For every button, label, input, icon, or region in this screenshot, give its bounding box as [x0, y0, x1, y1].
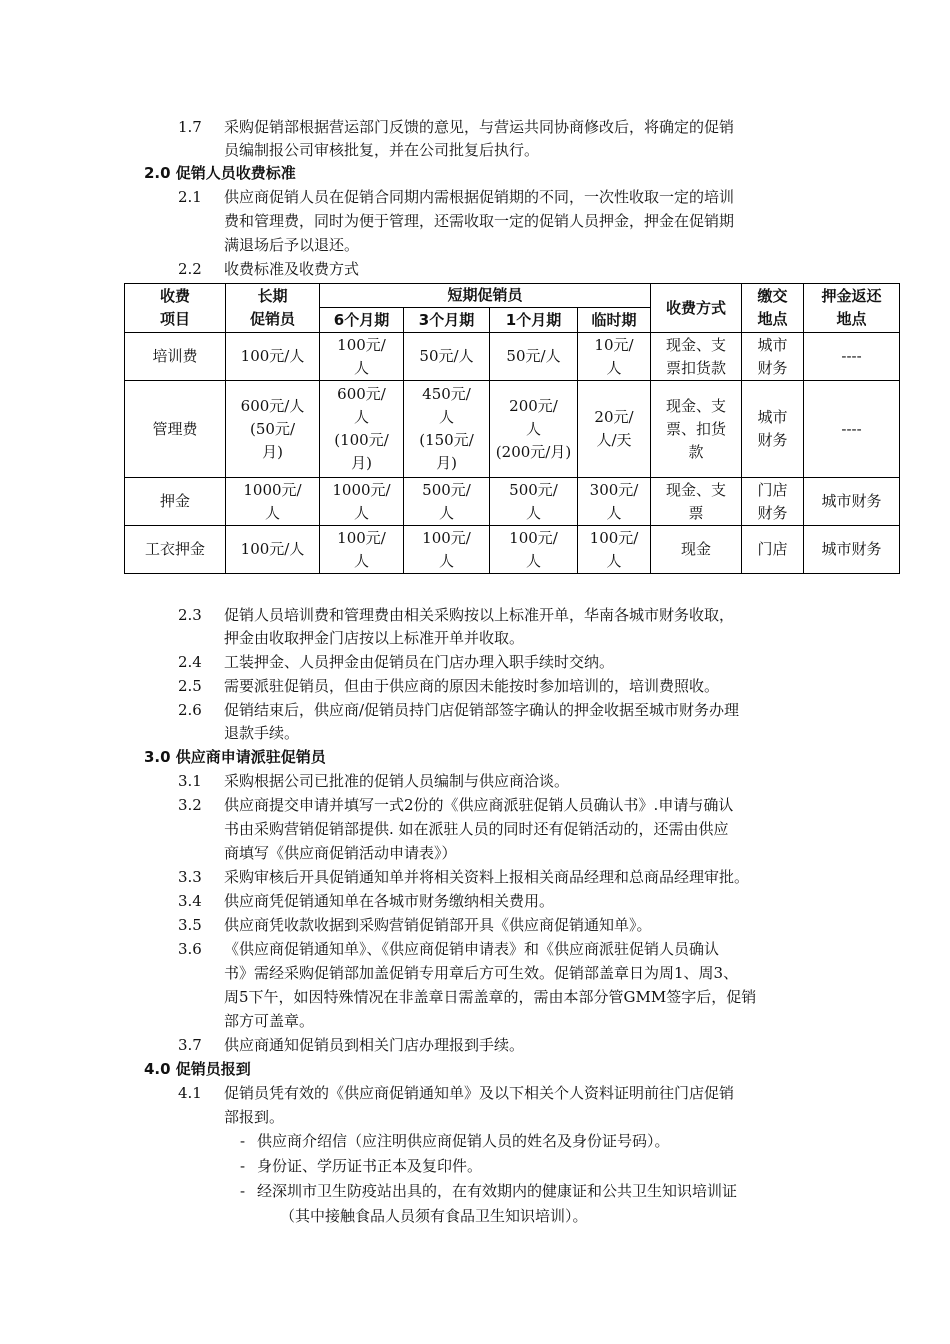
cell-item: 培训费: [125, 333, 226, 381]
clause-text: 采购促销部根据营运部门反馈的意见，与营运共同协商修改后，将确定的促销: [224, 118, 735, 136]
table-row: [125, 526, 900, 574]
section-heading: 4.0 促销员报到: [144, 1060, 251, 1078]
clause-text: 促销员凭有效的《供应商促销通知单》及以下相关个人资料证明前往门店促销: [224, 1084, 735, 1102]
bullet-text: 供应商介绍信（应注明供应商促销人员的姓名及身份证号码）。: [257, 1132, 670, 1150]
header-3-month: 3个月期: [404, 308, 490, 333]
clause-text: 供应商凭促销通知单在各城市财务缴纳相关费用。: [224, 892, 555, 910]
table-row: [125, 381, 900, 478]
cell-payment-place: 城市 财务: [742, 333, 804, 381]
clause-text: 书》需经采购促销部加盖促销专用章后方可生效。促销部盖章日为周1、周3、: [224, 964, 739, 982]
clause-number: 3.2: [178, 796, 202, 814]
clause-number: 3.6: [178, 940, 202, 958]
section-heading: 3.0 供应商申请派驻促销员: [144, 748, 326, 766]
header-6-month: 6个月期: [320, 308, 404, 333]
clause-text: 供应商通知促销员到相关门店办理报到手续。: [224, 1036, 525, 1054]
cell-temporary: 10元/ 人: [578, 333, 651, 381]
cell-long-term: 100元/人: [226, 526, 320, 574]
clause-text: 《供应商促销通知单》、《供应商促销申请表》和《供应商派驻促销人员确认: [224, 940, 720, 958]
cell-item: 管理费: [125, 381, 226, 478]
cell-payment-method: 现金、支 票、扣货 款: [651, 381, 742, 478]
clause-text: 供应商凭收款收据到采购营销促销部开具《供应商促销通知单》。: [224, 916, 652, 934]
cell-long-term: 600元/人 (50元/ 月): [226, 381, 320, 478]
bullet-text: 经深圳市卫生防疫站出具的，在有效期内的健康证和公共卫生知识培训证: [257, 1182, 738, 1200]
cell-temporary: 100元/ 人: [578, 526, 651, 574]
cell-6-month: 100元/ 人: [320, 333, 404, 381]
clause-text: 工装押金、人员押金由促销员在门店办理入职手续时交纳。: [224, 653, 615, 671]
fee-table: [124, 283, 900, 574]
table-row: [125, 478, 900, 526]
clause-number: 3.3: [178, 868, 202, 886]
header-payment-method: 收费方式: [651, 284, 742, 333]
clause-number: 3.7: [178, 1036, 202, 1054]
cell-payment-method: 现金、支 票: [651, 478, 742, 526]
cell-item: 工衣押金: [125, 526, 226, 574]
clause-text: 供应商提交申请并填写一式2份的《供应商派驻促销人员确认书》.申请与确认: [224, 796, 734, 814]
clause-text: 员编制报公司审核批复，并在公司批复后执行。: [224, 141, 540, 159]
clause-text: 促销结束后，供应商/促销员持门店促销部签字确认的押金收据至城市财务办理: [224, 701, 740, 719]
header-deposit-return: 押金返还 地点: [804, 284, 900, 333]
bullet-continuation: （其中接触食品人员须有食品卫生知识培训）。: [280, 1207, 588, 1225]
clause-text: 押金由收取押金门店按以上标准开单并收取。: [224, 629, 525, 647]
clause-text: 费和管理费，同时为便于管理，还需收取一定的促销人员押金，押金在促销期: [224, 212, 735, 230]
clause-number: 1.7: [178, 118, 202, 136]
clause-number: 4.1: [178, 1084, 202, 1102]
cell-deposit-return: 城市财务: [804, 526, 900, 574]
cell-deposit-return: ----: [804, 333, 900, 381]
clause-text: 商填写《供应商促销活动申请表》）: [224, 844, 457, 862]
header-payment-place: 缴交 地点: [742, 284, 804, 333]
clause-text: 部方可盖章。: [224, 1012, 315, 1030]
cell-3-month: 50元/人: [404, 333, 490, 381]
header-long-term: 长期 促销员: [226, 284, 320, 333]
clause-text: 退款手续。: [224, 724, 300, 742]
clause-number: 2.2: [178, 260, 202, 278]
cell-payment-place: 门店: [742, 526, 804, 574]
cell-temporary: 20元/ 人/天: [578, 381, 651, 478]
cell-payment-place: 门店 财务: [742, 478, 804, 526]
cell-long-term: 1000元/ 人: [226, 478, 320, 526]
clause-number: 2.5: [178, 677, 202, 695]
header-temporary: 临时期: [578, 308, 651, 333]
cell-long-term: 100元/人: [226, 333, 320, 381]
cell-1-month: 100元/ 人: [490, 526, 578, 574]
clause-text: 部报到。: [224, 1108, 285, 1126]
cell-payment-place: 城市 财务: [742, 381, 804, 478]
clause-text: 满退场后予以退还。: [224, 236, 360, 254]
cell-payment-method: 现金: [651, 526, 742, 574]
header-1-month: 1个月期: [490, 308, 578, 333]
clause-text: 周5下午，如因特殊情况在非盖章日需盖章的，需由本部分管GMM签字后，促销: [224, 988, 757, 1006]
cell-1-month: 200元/ 人 (200元/月): [490, 381, 578, 478]
header-item: 收费 项目: [125, 284, 226, 333]
clause-number: 3.4: [178, 892, 202, 910]
cell-item: 押金: [125, 478, 226, 526]
cell-1-month: 50元/人: [490, 333, 578, 381]
bullet-text: 身份证、学历证书正本及复印件。: [257, 1157, 483, 1175]
bullet-mark: -: [240, 1182, 246, 1200]
clause-text: 收费标准及收费方式: [224, 260, 360, 278]
cell-6-month: 600元/ 人 (100元/ 月): [320, 381, 404, 478]
clause-text: 采购根据公司已批准的促销人员编制与供应商洽谈。: [224, 772, 570, 790]
clause-number: 2.3: [178, 606, 202, 624]
clause-number: 3.5: [178, 916, 202, 934]
cell-payment-method: 现金、支 票扣货款: [651, 333, 742, 381]
cell-1-month: 500元/ 人: [490, 478, 578, 526]
cell-6-month: 1000元/ 人: [320, 478, 404, 526]
clause-number: 2.6: [178, 701, 202, 719]
cell-6-month: 100元/ 人: [320, 526, 404, 574]
cell-3-month: 500元/ 人: [404, 478, 490, 526]
bullet-mark: -: [240, 1157, 246, 1175]
clause-text: 采购审核后开具促销通知单并将相关资料上报相关商品经理和总商品经理审批。: [224, 868, 750, 886]
clause-number: 3.1: [178, 772, 202, 790]
clause-text: 供应商促销人员在促销合同期内需根据促销期的不同，一次性收取一定的培训: [224, 188, 735, 206]
cell-deposit-return: ----: [804, 381, 900, 478]
cell-deposit-return: 城市财务: [804, 478, 900, 526]
section-heading: 2.0 促销人员收费标准: [144, 164, 296, 182]
table-row: [125, 333, 900, 381]
header-short-term: 短期促销员: [320, 284, 651, 308]
clause-number: 2.1: [178, 188, 202, 206]
cell-temporary: 300元/ 人: [578, 478, 651, 526]
bullet-mark: -: [240, 1132, 246, 1150]
clause-text: 书由采购营销促销部提供. 如在派驻人员的同时还有促销活动的，还需由供应: [224, 820, 729, 838]
cell-3-month: 100元/ 人: [404, 526, 490, 574]
clause-number: 2.4: [178, 653, 202, 671]
clause-text: 需要派驻促销员，但由于供应商的原因未能按时参加培训的，培训费照收。: [224, 677, 720, 695]
clause-text: 促销人员培训费和管理费由相关采购按以上标准开单，华南各城市财务收取，: [224, 606, 735, 624]
cell-3-month: 450元/ 人 (150元/ 月): [404, 381, 490, 478]
